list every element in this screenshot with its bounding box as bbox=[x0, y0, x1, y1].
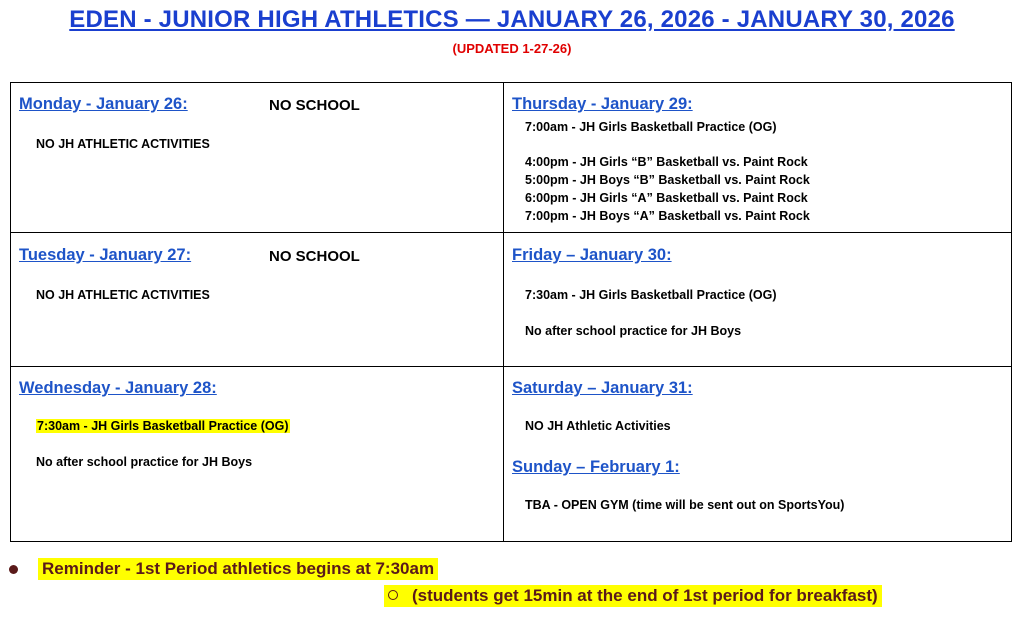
thursday-line-2: 4:00pm - JH Girls “B” Basketball vs. Paint Rock bbox=[525, 155, 808, 169]
thursday-line-5: 7:00pm - JH Boys “A” Basketball vs. Paint Rock bbox=[525, 209, 810, 223]
tuesday-line-1: NO JH ATHLETIC ACTIVITIES bbox=[36, 288, 210, 302]
reminder-main: Reminder - 1st Period athletics begins at 7:30am bbox=[38, 558, 438, 580]
day-heading-saturday: Saturday – January 31: bbox=[512, 379, 693, 397]
day-heading-tuesday: Tuesday - January 27: bbox=[19, 246, 192, 264]
page-title: EDEN - JUNIOR HIGH ATHLETICS — JANUARY 26, 2026 - JANUARY 30, 2026 bbox=[69, 6, 955, 33]
thursday-line-3: 5:00pm - JH Boys “B” Basketball vs. Paint Rock bbox=[525, 173, 810, 187]
cell-friday bbox=[504, 233, 1011, 367]
reminder-sub-text: (students get 15min at the end of 1st period for breakfast) bbox=[412, 586, 878, 605]
cell-saturday-sunday bbox=[504, 367, 1011, 541]
cell-tuesday bbox=[11, 233, 504, 367]
thursday-line-1: 7:00am - JH Girls Basketball Practice (OG) bbox=[525, 120, 777, 134]
saturday-line-1: NO JH Athletic Activities bbox=[525, 419, 671, 433]
hollow-bullet-icon bbox=[388, 590, 398, 600]
day-heading-wednesday: Wednesday - January 28: bbox=[19, 379, 217, 397]
day-heading-friday: Friday – January 30: bbox=[512, 246, 672, 264]
cell-monday bbox=[11, 83, 504, 233]
day-heading-sunday: Sunday – February 1: bbox=[512, 458, 680, 476]
friday-line-1: 7:30am - JH Girls Basketball Practice (OG) bbox=[525, 288, 777, 302]
reminder-sub bbox=[384, 585, 882, 607]
friday-line-2: No after school practice for JH Boys bbox=[525, 324, 742, 338]
no-school-monday: NO SCHOOL bbox=[269, 97, 360, 114]
sunday-line-1: TBA - OPEN GYM (time will be sent out on SportsYou) bbox=[525, 498, 845, 512]
cell-thursday bbox=[504, 83, 1011, 233]
bullet-icon bbox=[9, 565, 18, 574]
wednesday-line-2: No after school practice for JH Boys bbox=[36, 455, 253, 469]
reminders bbox=[0, 555, 1024, 615]
monday-line-1: NO JH ATHLETIC ACTIVITIES bbox=[36, 137, 210, 151]
cell-wednesday bbox=[11, 367, 504, 541]
day-heading-monday: Monday - January 26: bbox=[19, 95, 188, 113]
updated-note: (UPDATED 1-27-26) bbox=[452, 41, 572, 56]
schedule-table bbox=[10, 82, 1012, 542]
no-school-tuesday: NO SCHOOL bbox=[269, 248, 360, 265]
day-heading-thursday: Thursday - January 29: bbox=[512, 95, 693, 113]
wednesday-line-1: 7:30am - JH Girls Basketball Practice (OG) bbox=[37, 419, 289, 433]
thursday-line-4: 6:00pm - JH Girls “A” Basketball vs. Paint Rock bbox=[525, 191, 808, 205]
